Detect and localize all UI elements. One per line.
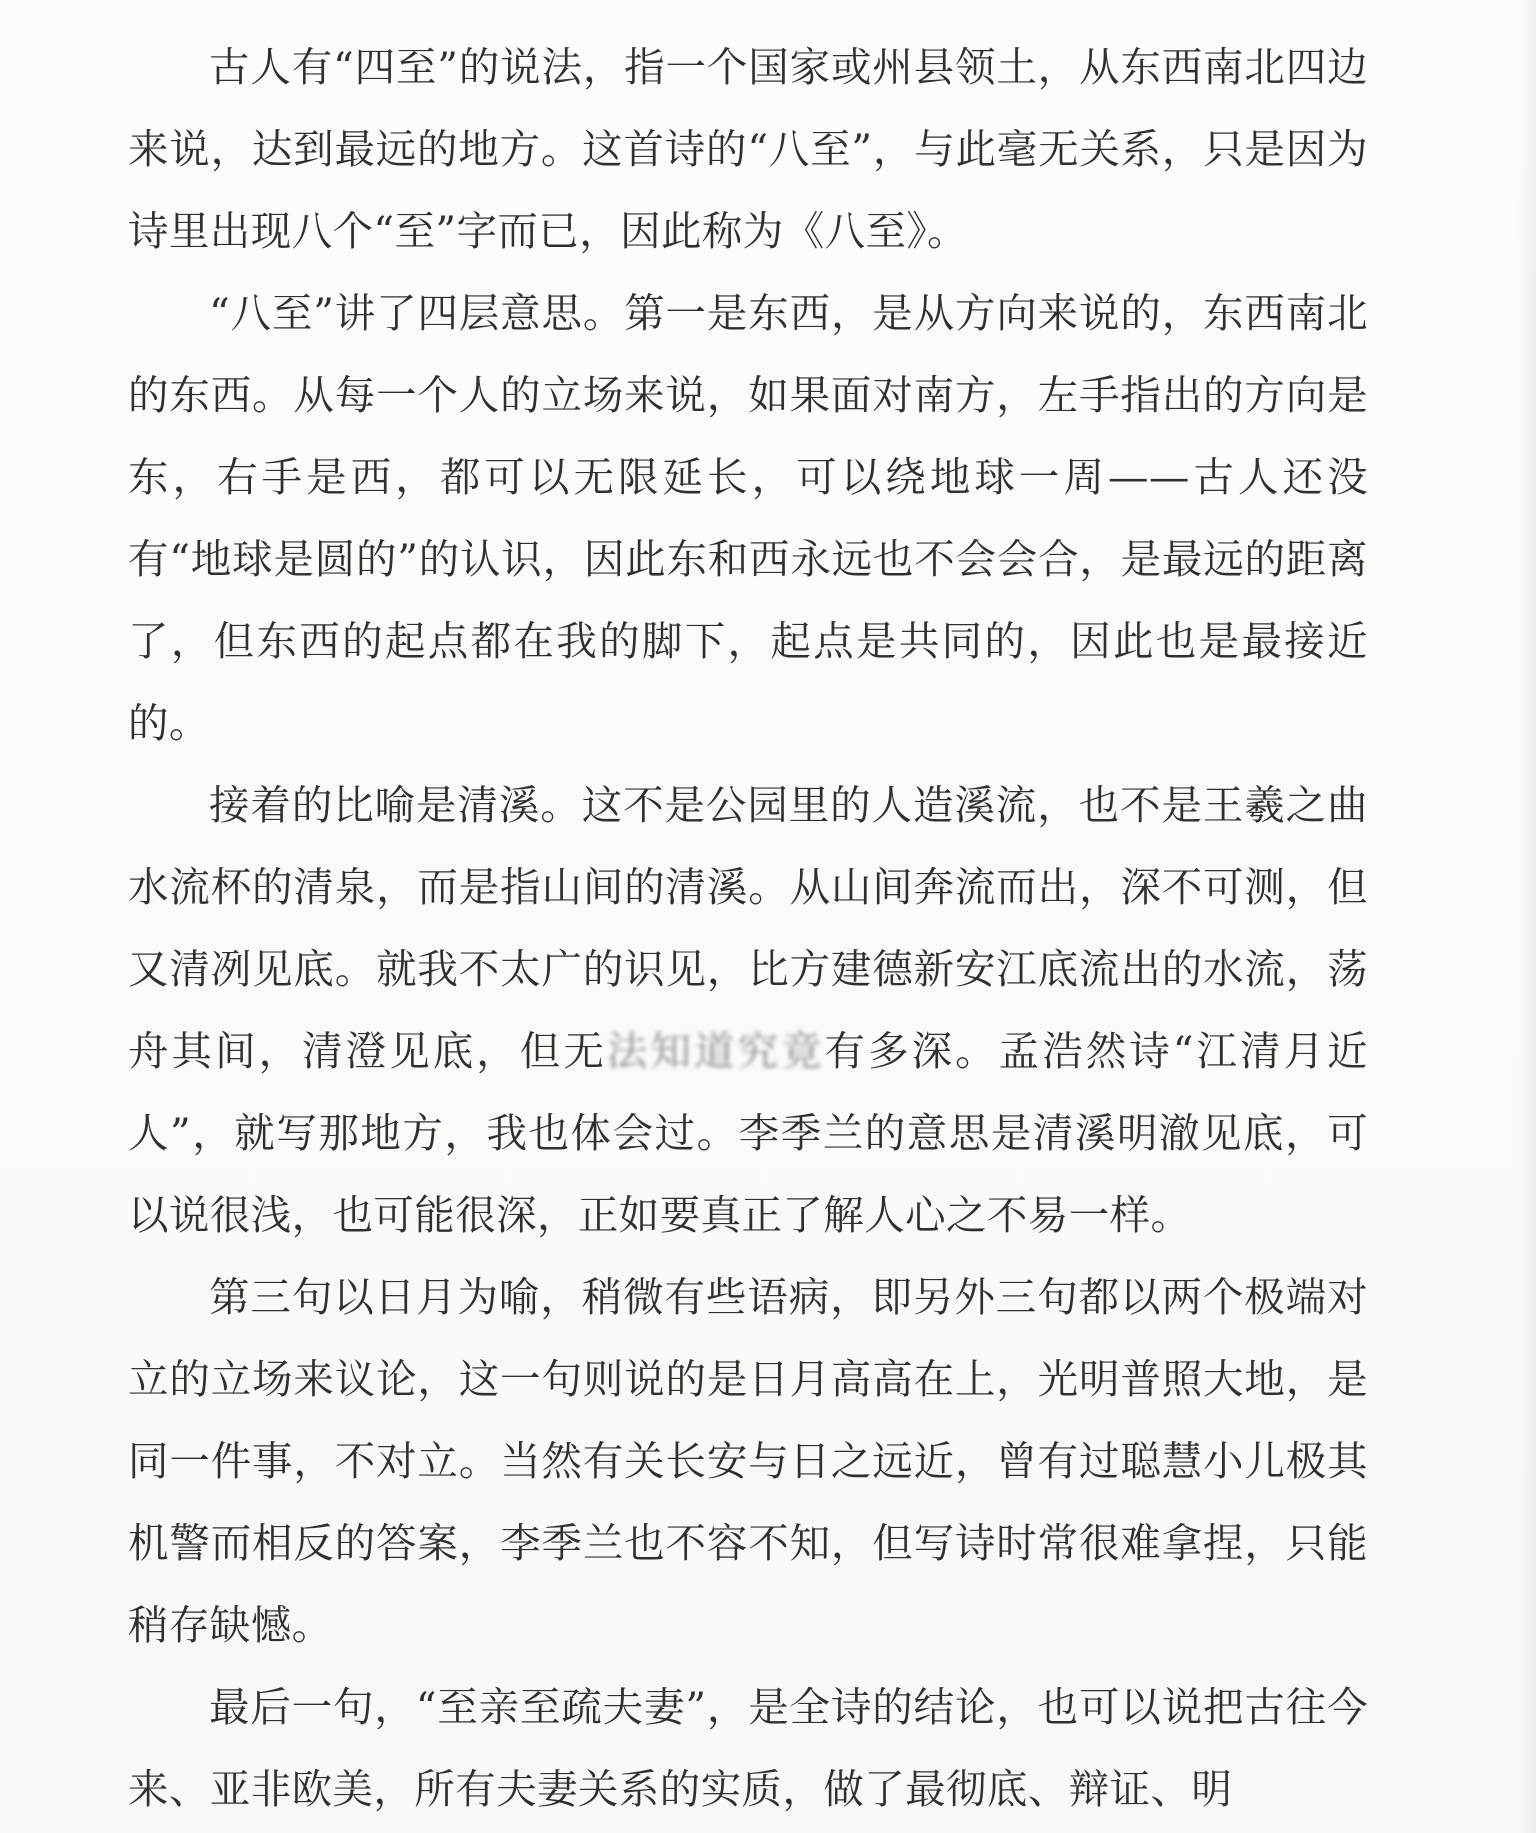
page-edge-shadow: [1518, 0, 1536, 1833]
paragraph-fu-qi: 最后一句，“至亲至疏夫妻”，是全诗的结论，也可以说把古往今来、亚非欧美，所有夫妻关系的实质，做了最彻底、辩证、明: [128, 1683, 1368, 1813]
blurred-text: 法知道究竟: [606, 1027, 825, 1075]
body-text: [128, 26, 1368, 1830]
paragraph-qing-xi-part2: 有多深。孟浩然诗“江清月近人”，就写那地方，我也体会过。李季兰的意思是清溪明澈见底，可以说很浅，也可能很深，正如要真正了解人心之不易一样。: [128, 1027, 1369, 1239]
paragraph-qing-xi: [128, 764, 1368, 1256]
paragraph-si-zhi: 古人有“四至”的说法，指一个国家或州县领土，从东西南北四边来说，达到最远的地方。这首诗的“八至”，与此毫无关系，只是因为诗里出现八个“至”字而已，因此称为《八至》。: [128, 43, 1368, 255]
paragraph-qing-xi-part1: 接着的比喻是清溪。这不是公园里的人造溪流，也不是王羲之曲水流杯的清泉，而是指山间的清溪。从山间奔流而出，深不可测，但又清冽见底。就我不太广的识见，比方建德新安江底流出的水流，荡舟其间，清澄见底，但无: [128, 781, 1368, 1075]
paragraph-dong-xi: “八至”讲了四层意思。第一是东西，是从方向来说的，东西南北的东西。从每一个人的立场来说，如果面对南方，左手指出的方向是东，右手是西，都可以无限延长，可以绕地球一周——古人还没有“地球是圆的”的认识，因此东和西永远也不会会合，是最远的距离了，但东西的起点都在我的脚下，起点是共同的，因此也是最接近的。: [128, 289, 1368, 747]
paragraph-ri-yue: 第三句以日月为喻，稍微有些语病，即另外三句都以两个极端对立的立场来议论，这一句则说的是日月高高在上，光明普照大地，是同一件事，不对立。当然有关长安与日之远近，曾有过聪慧小儿极其机警而相反的答案，李季兰也不容不知，但写诗时常很难拿捏，只能稍存缺憾。: [128, 1273, 1368, 1649]
